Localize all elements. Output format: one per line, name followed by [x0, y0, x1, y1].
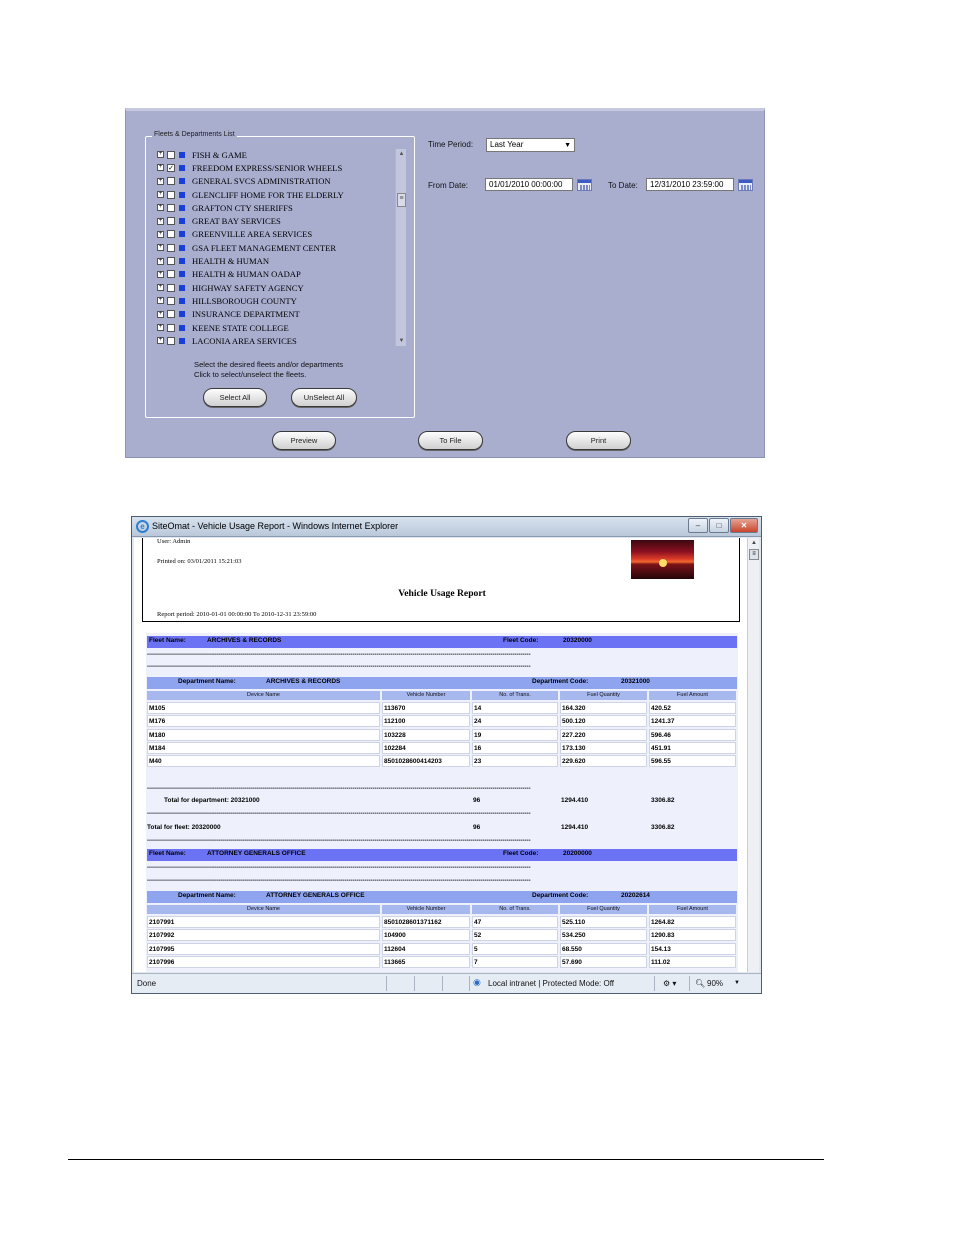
- fleet-band: [147, 636, 737, 648]
- zoom-chevron-down-icon[interactable]: ▼: [734, 980, 740, 986]
- fleet-list-scrollbar[interactable]: [395, 149, 406, 346]
- fleet-name: KEENE STATE COLLEGE: [192, 322, 289, 333]
- expand-plus-icon[interactable]: +: [158, 217, 163, 224]
- fleet-checkbox[interactable]: ✓: [168, 163, 174, 172]
- fleet-name: HEALTH & HUMAN: [192, 256, 270, 267]
- status-bar: [132, 973, 761, 993]
- fleet-marker-icon: [179, 338, 185, 344]
- fleet-total-label: Total for fleet: 20320000: [147, 824, 221, 831]
- expand-plus-icon[interactable]: +: [158, 177, 163, 184]
- fleet-checkbox[interactable]: [167, 270, 175, 278]
- scroll-thumb[interactable]: ≡: [397, 193, 406, 207]
- department-band: [147, 891, 737, 903]
- expand-plus-icon[interactable]: +: [158, 191, 163, 198]
- fleet-name: GSA FLEET MANAGEMENT CENTER: [192, 242, 337, 253]
- fleet-marker-icon: [179, 205, 185, 211]
- fleet-band: [147, 849, 737, 861]
- fleet-name: ARCHIVES & RECORDS: [207, 637, 282, 644]
- expand-plus-icon[interactable]: +: [158, 310, 163, 317]
- dept-code: 20321000: [621, 678, 650, 685]
- vehicle-number-cell: 103228: [382, 729, 470, 741]
- fleet-checkbox[interactable]: [167, 257, 175, 265]
- expand-plus-icon[interactable]: +: [158, 244, 163, 251]
- fleet-total-trans: 96: [473, 824, 481, 831]
- vehicle-number-cell: 113670: [382, 702, 470, 714]
- fleet-list-item[interactable]: [154, 188, 407, 201]
- trans-cell: 47: [472, 916, 558, 928]
- expand-plus-icon[interactable]: +: [158, 324, 163, 330]
- fleet-checkbox[interactable]: [167, 230, 175, 238]
- fuel-qty-cell: 534.250: [560, 929, 647, 941]
- fleet-list-item[interactable]: [154, 241, 407, 254]
- fleet-name: GREAT BAY SERVICES: [192, 216, 281, 227]
- time-period-select[interactable]: [486, 138, 575, 152]
- dept-name-label: Department Name:: [178, 678, 236, 685]
- page-footer-rule: [68, 1159, 824, 1160]
- table-row: [147, 702, 737, 715]
- device-name-cell: 2107991: [147, 916, 380, 928]
- fleet-marker-icon: [179, 218, 185, 224]
- close-icon[interactable]: ✕: [730, 518, 758, 533]
- dept-name-label: Department Name:: [178, 892, 236, 899]
- fleet-name: FISH & GAME: [192, 149, 247, 160]
- fleet-name: INSURANCE DEPARTMENT: [192, 309, 300, 320]
- vehicle-number-cell: 102284: [382, 742, 470, 754]
- time-period-label: Time Period:: [428, 140, 474, 149]
- fuel-amount-cell: 154.13: [649, 943, 736, 955]
- fleet-checkbox[interactable]: [167, 284, 175, 292]
- fuel-amount-cell: 1290.83: [649, 929, 736, 941]
- time-period-value: Last Year: [490, 140, 524, 149]
- device-name-cell: M180: [147, 729, 380, 741]
- dept-total-label: Total for department: 20321000: [164, 797, 260, 804]
- fleet-code-label: Fleet Code:: [503, 850, 539, 857]
- fleet-list[interactable]: [154, 148, 407, 348]
- scroll-down-icon[interactable]: ▼: [398, 338, 405, 344]
- expand-plus-icon[interactable]: +: [158, 204, 163, 211]
- col-fuel-qty: Fuel Quantity: [560, 691, 647, 700]
- fleet-marker-icon: [179, 152, 185, 158]
- fleet-marker-icon: [179, 245, 185, 251]
- ie-logo-icon: e: [136, 520, 149, 533]
- fleet-marker-icon: [179, 271, 185, 277]
- device-name-cell: 2107992: [147, 929, 380, 941]
- fuel-amount-cell: 451.91: [649, 742, 736, 754]
- zoom-icon[interactable]: 🔍︎: [695, 979, 706, 988]
- fleet-marker-icon: [179, 231, 185, 237]
- fleet-marker-icon: [179, 192, 185, 198]
- table-row: [147, 929, 737, 942]
- dept-code-label: Department Code:: [532, 892, 589, 899]
- fleet-name: GRAFTON CTY SHERIFFS: [192, 202, 293, 213]
- ie-report-window: [131, 516, 762, 994]
- fleet-total-amount: 3306.82: [651, 824, 675, 831]
- fuel-qty-cell: 68.550: [560, 943, 647, 955]
- from-date-calendar-icon[interactable]: [577, 179, 592, 191]
- report-title: Vehicle Usage Report: [398, 588, 486, 599]
- to-date-calendar-icon[interactable]: [738, 179, 753, 191]
- device-name-cell: M184: [147, 742, 380, 754]
- minimize-icon[interactable]: –: [688, 518, 708, 533]
- fleet-marker-icon: [179, 298, 185, 304]
- table-row: [147, 742, 737, 755]
- table-row: [147, 956, 737, 969]
- col-device-name: Device Name: [147, 691, 380, 700]
- col-trans: No. of Trans.: [472, 691, 558, 700]
- col-trans: No. of Trans.: [472, 905, 558, 914]
- fuel-amount-cell: 596.46: [649, 729, 736, 741]
- col-vehicle-number: Vehicle Number: [382, 691, 470, 700]
- print-button[interactable]: Print: [566, 431, 631, 450]
- fuel-amount-cell: 1241.37: [649, 715, 736, 727]
- fleet-name: GREENVILLE AREA SERVICES: [192, 229, 313, 240]
- fleet-marker-icon: [179, 325, 185, 331]
- fleet-checkbox[interactable]: [167, 324, 175, 332]
- fleet-hint-1: Select the desired fleets and/or departments: [194, 360, 344, 369]
- fleet-list-item[interactable]: [154, 268, 407, 281]
- fleet-checkbox[interactable]: [167, 151, 175, 159]
- to-file-button[interactable]: To File: [418, 431, 483, 450]
- fleet-code: 20320000: [563, 637, 592, 644]
- fleet-marker-icon: [179, 165, 185, 171]
- fleet-name: ATTORNEY GENERALS OFFICE: [207, 850, 306, 857]
- vehicle-number-cell: 104900: [382, 929, 470, 941]
- table-row: [147, 715, 737, 728]
- trans-cell: 5: [472, 943, 558, 955]
- fleet-hint-2: Click to select/unselect the fleets.: [194, 370, 307, 379]
- scroll-up-icon[interactable]: ▲: [398, 151, 405, 157]
- printed-on: Printed on: 03/01/2011 15:21:03: [157, 558, 242, 565]
- dept-total-amount: 3306.82: [651, 797, 675, 804]
- fleet-marker-icon: [179, 178, 185, 184]
- globe-icon: ◉: [473, 977, 481, 987]
- fleet-checkbox[interactable]: [167, 244, 175, 252]
- trans-cell: 52: [472, 929, 558, 941]
- device-name-cell: M176: [147, 715, 380, 727]
- fleet-code-label: Fleet Code:: [503, 637, 539, 644]
- table-row: [147, 729, 737, 742]
- trans-cell: 23: [472, 755, 558, 767]
- fuel-qty-cell: 500.120: [560, 715, 647, 727]
- col-fuel-amount: Fuel Amount: [649, 905, 736, 914]
- table-row: [147, 943, 737, 956]
- separator-line: ------------------------------------------------------------------------------------------------------------------------------------------------------------------------------------------------: [147, 838, 531, 844]
- fleet-list-title: Fleets & Departments List: [154, 131, 235, 138]
- fleet-marker-icon: [179, 285, 185, 291]
- vehicle-number-cell: 8501028601371162: [382, 916, 470, 928]
- expand-plus-icon[interactable]: +: [158, 164, 163, 171]
- protected-mode-icon[interactable]: ⚙ ▾: [663, 979, 677, 988]
- fuel-amount-cell: 596.55: [649, 755, 736, 767]
- device-name-cell: M40: [147, 755, 380, 767]
- device-name-cell: 2107996: [147, 956, 380, 968]
- table-row: [147, 755, 737, 768]
- fleet-name: HIGHWAY SAFETY AGENCY: [192, 282, 304, 293]
- fuel-qty-cell: 227.220: [560, 729, 647, 741]
- report-body: [146, 633, 738, 972]
- report-content: [134, 538, 750, 972]
- user-line: User: Admin: [157, 538, 191, 545]
- vehicle-number-cell: 112100: [382, 715, 470, 727]
- to-date-input[interactable]: 12/31/2010 23:59:00: [646, 178, 734, 191]
- fuel-qty-cell: 173.130: [560, 742, 647, 754]
- trans-cell: 19: [472, 729, 558, 741]
- separator-line: ------------------------------------------------------------------------------------------------------------------------------------------------------------------------------------------------: [147, 865, 531, 871]
- fuel-qty-cell: 164.320: [560, 702, 647, 714]
- col-fuel-qty: Fuel Quantity: [560, 905, 647, 914]
- fleet-marker-icon: [179, 311, 185, 317]
- fleet-checkbox[interactable]: [167, 310, 175, 318]
- fleet-list-item[interactable]: [154, 201, 407, 214]
- separator-line: ------------------------------------------------------------------------------------------------------------------------------------------------------------------------------------------------: [147, 811, 531, 817]
- fleet-checkbox[interactable]: [167, 297, 175, 305]
- zoom-level[interactable]: 90%: [707, 979, 724, 988]
- vehicle-number-cell: 112604: [382, 943, 470, 955]
- preview-button[interactable]: Preview: [272, 431, 336, 450]
- fleets-departments-group: [145, 131, 415, 418]
- expand-plus-icon[interactable]: +: [158, 297, 163, 304]
- sunset-logo-image: [631, 540, 694, 579]
- scroll-thumb[interactable]: ≡: [749, 549, 759, 560]
- window-titlebar[interactable]: [132, 517, 761, 537]
- fleet-name: GENERAL SVCS ADMINISTRATION: [192, 176, 331, 187]
- dept-code-label: Department Code:: [532, 678, 589, 685]
- fuel-qty-cell: 229.620: [560, 755, 647, 767]
- dept-total-qty: 1294.410: [561, 797, 589, 804]
- expand-plus-icon[interactable]: +: [158, 337, 163, 344]
- report-period: Report period: 2010-01-01 00:00:00 To 2010-12-31 23:59:00: [157, 611, 317, 618]
- fleet-name: GLENCLIFF HOME FOR THE ELDERLY: [192, 189, 344, 200]
- fleet-list-item[interactable]: [154, 214, 407, 227]
- expand-plus-icon[interactable]: +: [158, 284, 163, 291]
- fuel-qty-cell: 57.690: [560, 956, 647, 968]
- fleet-name: HILLSBOROUGH COUNTY: [192, 295, 297, 306]
- select-all-button[interactable]: Select All: [203, 388, 267, 407]
- report-criteria-panel: [125, 108, 765, 458]
- dept-name: ATTORNEY GENERALS OFFICE: [266, 892, 365, 899]
- fuel-amount-cell: 420.52: [649, 702, 736, 714]
- fleet-list-item[interactable]: [154, 334, 407, 347]
- fleet-list-item[interactable]: [154, 228, 407, 241]
- expand-plus-icon[interactable]: +: [158, 270, 163, 277]
- device-name-cell: 2107995: [147, 943, 380, 955]
- window-title: SiteOmat - Vehicle Usage Report - Windows Internet Explorer: [152, 521, 399, 531]
- dept-total-trans: 96: [473, 797, 481, 804]
- expand-plus-icon[interactable]: +: [158, 151, 163, 158]
- table-row: [147, 916, 737, 929]
- trans-cell: 16: [472, 742, 558, 754]
- chevron-down-icon: ▼: [564, 142, 571, 149]
- separator-line: ------------------------------------------------------------------------------------------------------------------------------------------------------------------------------------------------: [147, 664, 531, 670]
- fleet-list-item[interactable]: [154, 161, 407, 174]
- col-vehicle-number: Vehicle Number: [382, 905, 470, 914]
- report-header: [142, 538, 740, 622]
- separator-line: ------------------------------------------------------------------------------------------------------------------------------------------------------------------------------------------------: [147, 878, 531, 884]
- fleet-code: 20200000: [563, 850, 592, 857]
- separator-line: ------------------------------------------------------------------------------------------------------------------------------------------------------------------------------------------------: [147, 786, 531, 792]
- fleet-list-item[interactable]: [154, 308, 407, 321]
- fleet-list-item[interactable]: [154, 254, 407, 267]
- from-date-input[interactable]: 01/01/2010 00:00:00: [485, 178, 573, 191]
- device-name-cell: M105: [147, 702, 380, 714]
- fleet-checkbox[interactable]: [167, 204, 175, 212]
- fleet-name-label: Fleet Name:: [149, 850, 186, 857]
- dept-name: ARCHIVES & RECORDS: [266, 678, 341, 685]
- col-fuel-amount: Fuel Amount: [649, 691, 736, 700]
- fuel-amount-cell: 1264.82: [649, 916, 736, 928]
- fleet-checkbox[interactable]: [167, 177, 175, 185]
- fleet-list-item[interactable]: [154, 148, 407, 161]
- fuel-amount-cell: 111.02: [649, 956, 736, 968]
- column-headers: [147, 691, 737, 700]
- trans-cell: 24: [472, 715, 558, 727]
- trans-cell: 7: [472, 956, 558, 968]
- fleet-name: LACONIA AREA SERVICES: [192, 335, 297, 346]
- maximize-icon[interactable]: □: [709, 518, 729, 533]
- fleet-checkbox[interactable]: [167, 191, 175, 199]
- scroll-up-icon[interactable]: ▲: [751, 540, 757, 546]
- fleet-checkbox[interactable]: [167, 217, 175, 225]
- from-date-label: From Date:: [428, 181, 469, 190]
- status-zone: Local intranet | Protected Mode: Off: [488, 979, 614, 988]
- status-done: Done: [137, 979, 157, 988]
- fleet-name: HEALTH & HUMAN OADAP: [192, 269, 301, 280]
- expand-plus-icon[interactable]: +: [158, 230, 163, 237]
- fleet-total-qty: 1294.410: [561, 824, 589, 831]
- vehicle-number-cell: 8501028600414203: [382, 755, 470, 767]
- fleet-list-item[interactable]: [154, 281, 407, 294]
- fleet-checkbox[interactable]: [167, 337, 175, 345]
- trans-cell: 14: [472, 702, 558, 714]
- column-headers: [147, 905, 737, 914]
- fleet-name: FREEDOM EXPRESS/SENIOR WHEELS: [192, 162, 343, 173]
- separator-line: ------------------------------------------------------------------------------------------------------------------------------------------------------------------------------------------------: [147, 652, 531, 658]
- col-device-name: Device Name: [147, 905, 380, 914]
- fleet-name-label: Fleet Name:: [149, 637, 186, 644]
- dept-code: 20202614: [621, 892, 650, 899]
- report-scrollbar[interactable]: [747, 538, 759, 972]
- fleet-marker-icon: [179, 258, 185, 264]
- fuel-qty-cell: 525.110: [560, 916, 647, 928]
- fleet-list-item[interactable]: [154, 175, 407, 188]
- department-band: [147, 677, 737, 689]
- unselect-all-button[interactable]: UnSelect All: [291, 388, 357, 407]
- expand-plus-icon[interactable]: +: [158, 257, 163, 264]
- vehicle-number-cell: 113665: [382, 956, 470, 968]
- to-date-label: To Date:: [608, 181, 638, 190]
- fleet-list-item[interactable]: [154, 294, 407, 307]
- fleet-list-item[interactable]: [154, 321, 407, 334]
